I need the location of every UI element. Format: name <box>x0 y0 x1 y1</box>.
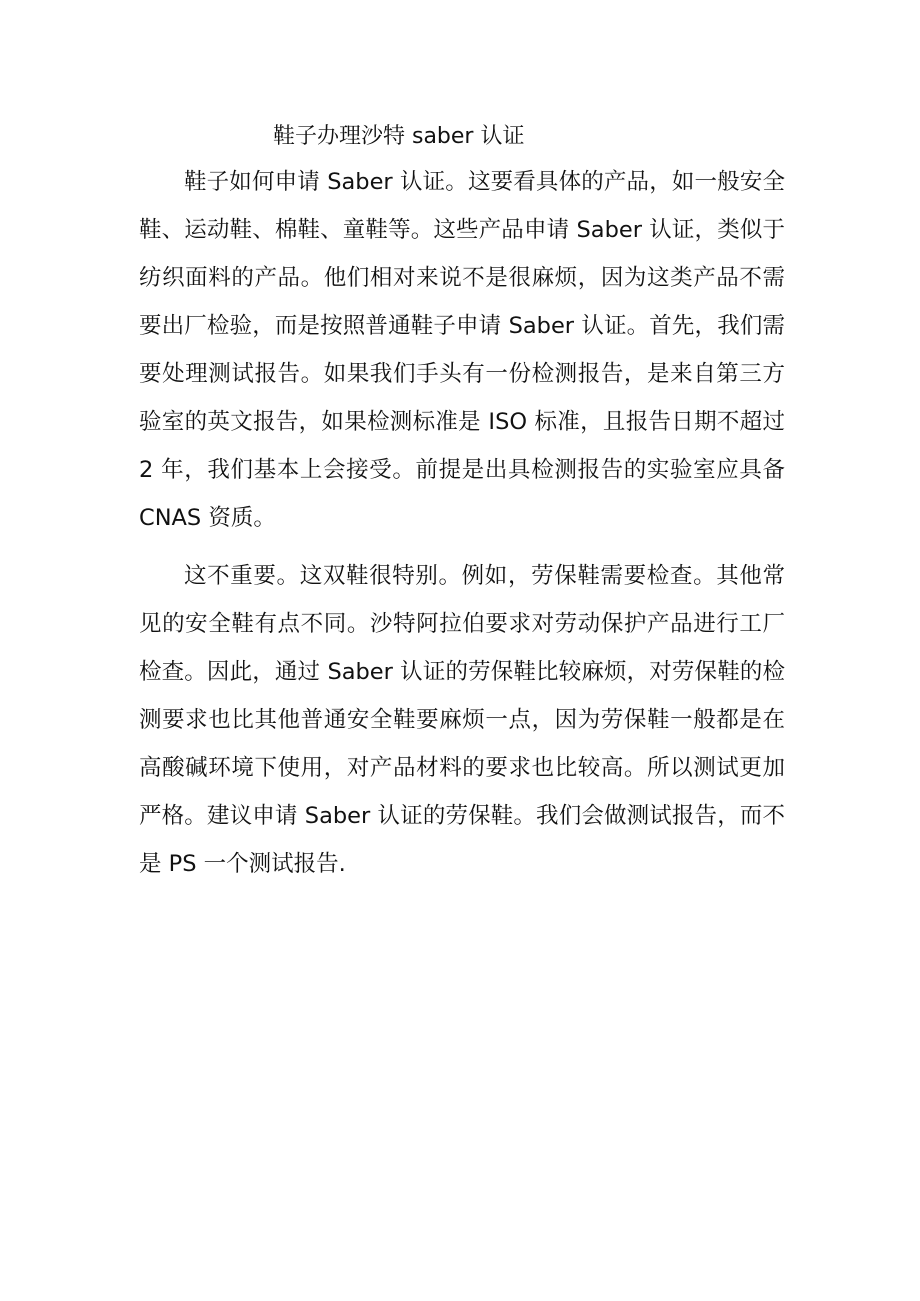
paragraph-2: 这不重要。这双鞋很特别。例如，劳保鞋需要检查。其他常见的安全鞋有点不同。沙特阿拉伯要求对劳动保护产品进行工厂检查。因此，通过 Saber 认证的劳保鞋比较麻烦，对劳保鞋的检测要求也比其他普通安全鞋要麻烦一点，因为劳保鞋一般都是在高酸碱环境下使用，对产品材料的要求也比较高。所以测试更加严格。建议申请 Saber 认证的劳保鞋。我们会做测试报告，而不是 PS 一个测试报告. <box>139 563 785 877</box>
paragraph-1: 鞋子如何申请 Saber 认证。这要看具体的产品，如一般安全鞋、运动鞋、棉鞋、童鞋等。这些产品申请 Saber 认证，类似于纺织面料的产品。他们相对来说不是很麻烦，因为这类产品不需要出厂检验，而是按照普通鞋子申请 Saber 认证。首先，我们需要处理测试报告。如果我们手头有一份检测报告，是来自第三方验室的英文报告，如果检测标准是 ISO 标准，且报告日期不超过 2 年，我们基本上会接受。前提是出具检测报告的实验室应具备 CNAS 资质。 <box>139 169 785 531</box>
document-body <box>139 158 785 888</box>
document-title: 鞋子办理沙特 saber 认证 <box>273 124 525 149</box>
